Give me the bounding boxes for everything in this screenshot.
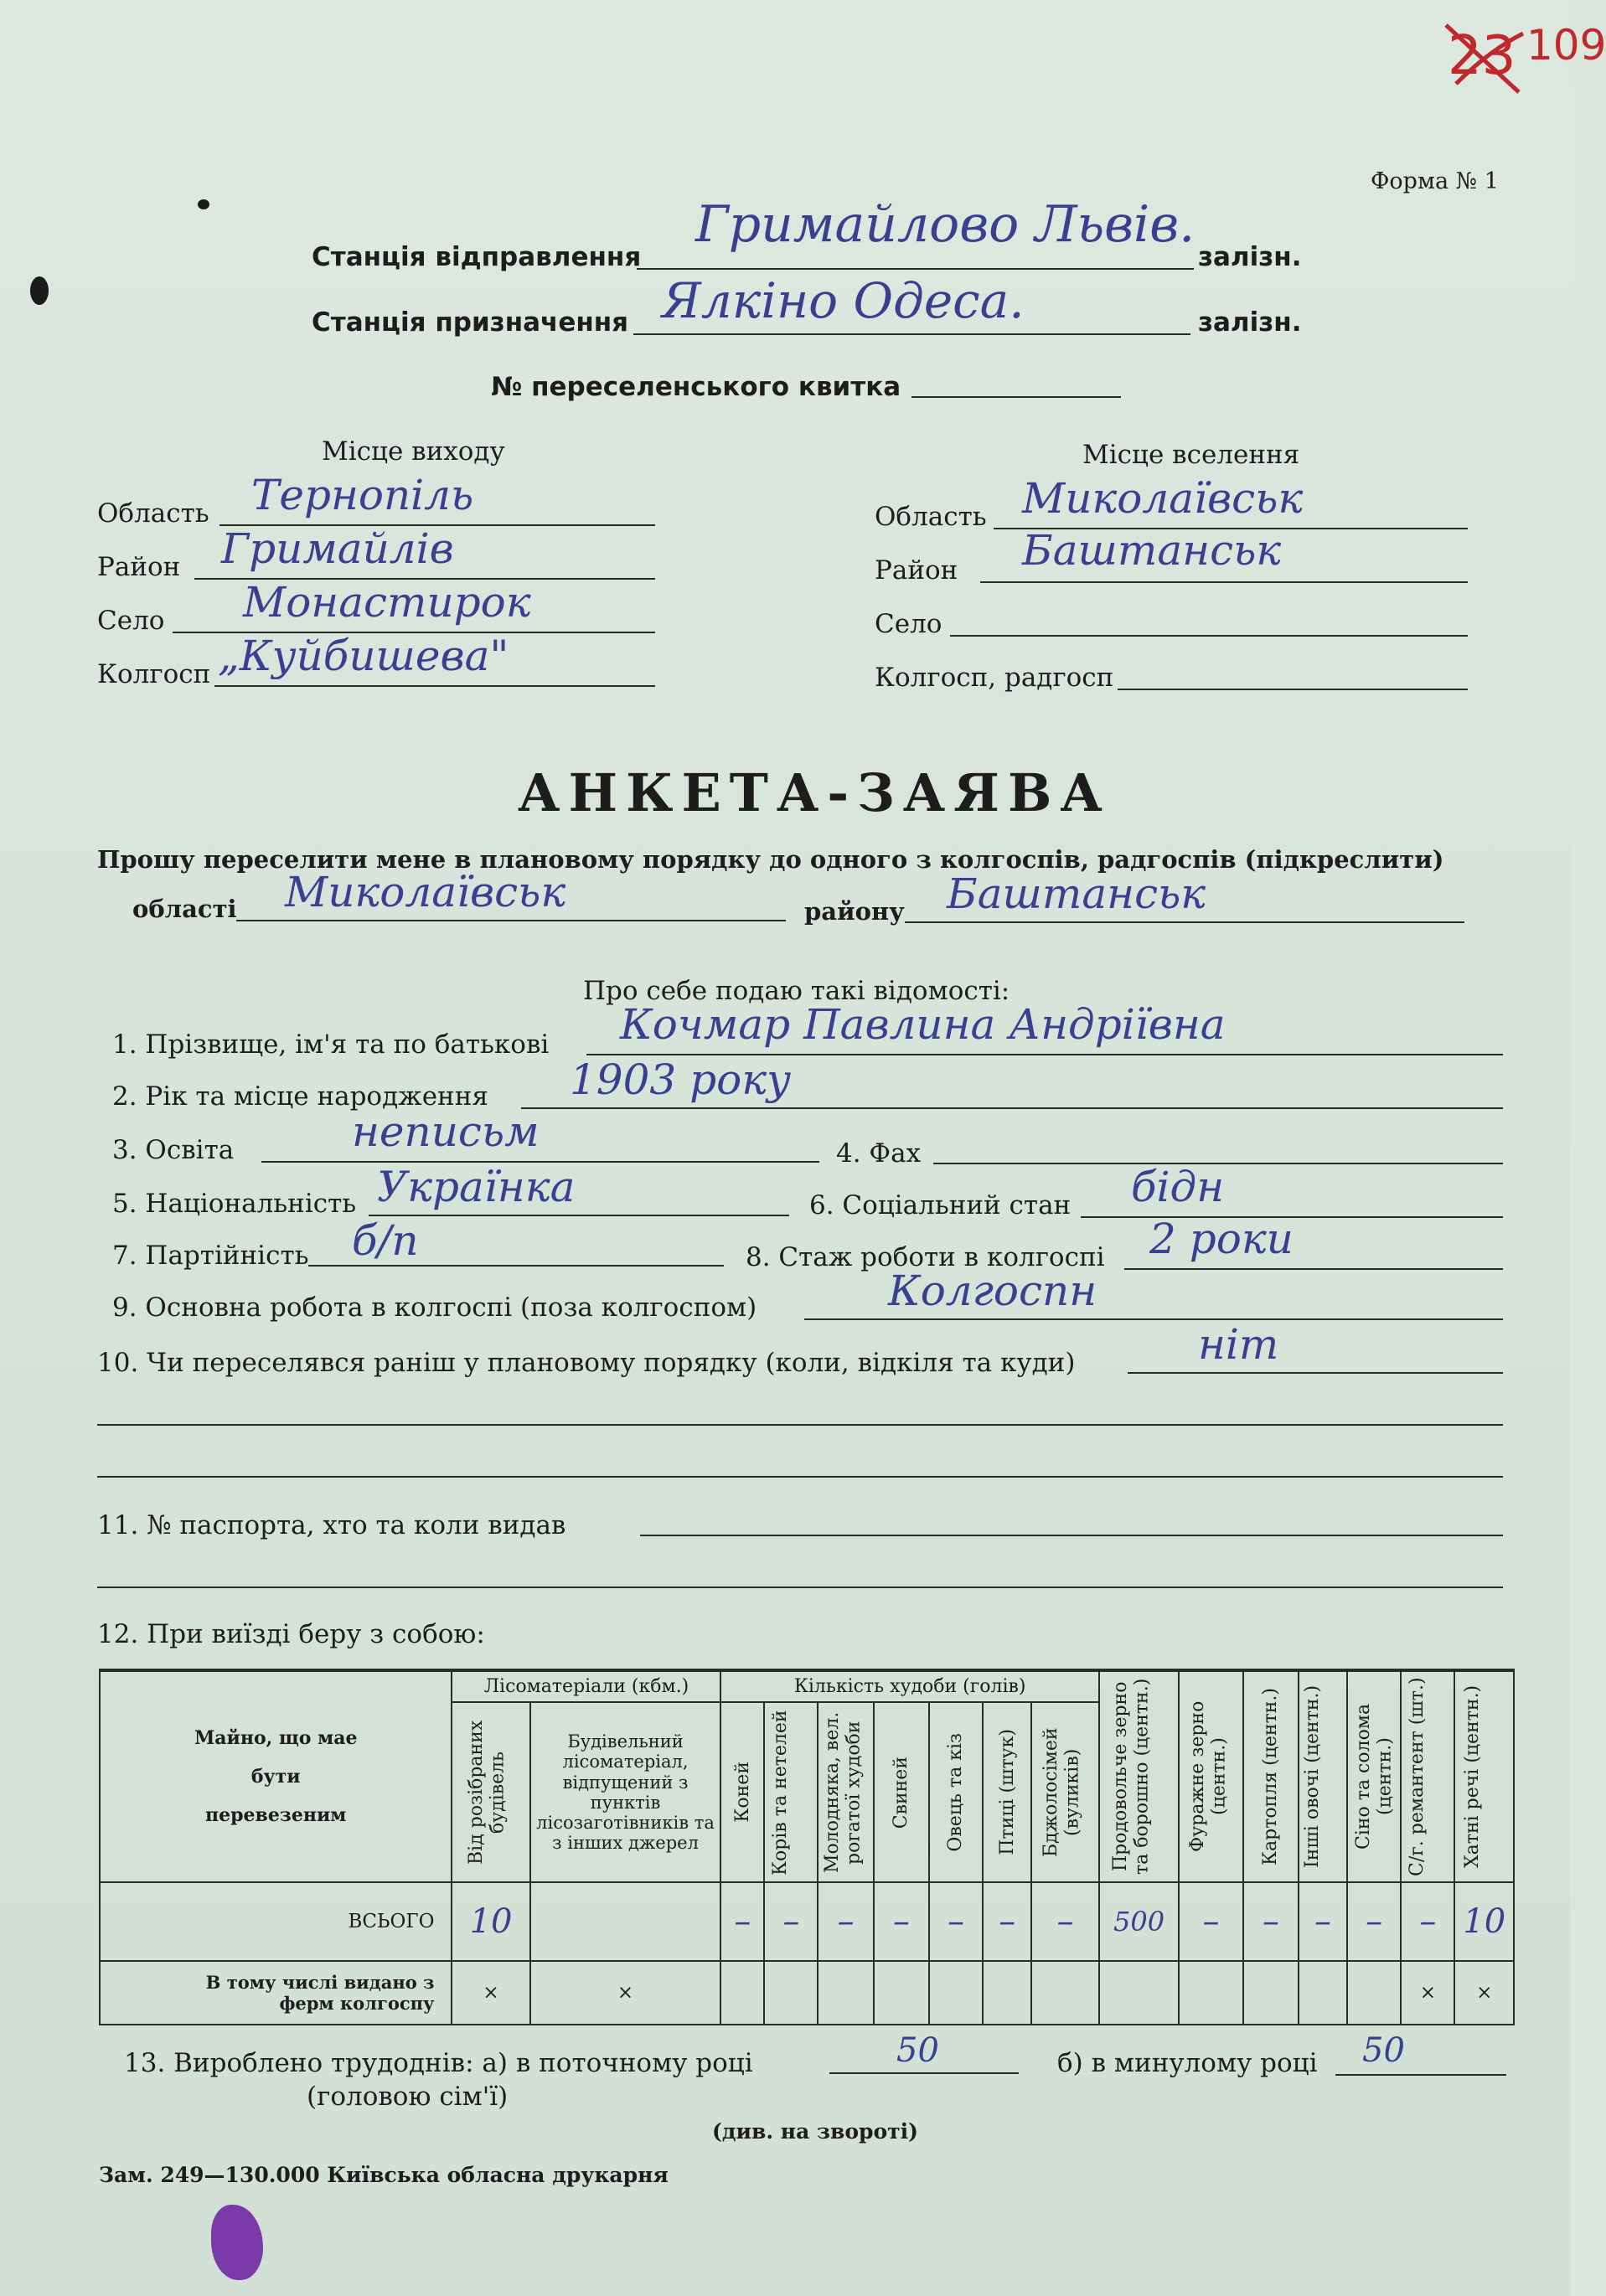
crossed-number-text: 23 [1448,25,1516,87]
feed-grain-header-cell [1179,1670,1243,1882]
veg-header-cell [1299,1670,1347,1882]
total-cell: – [1347,1882,1401,1961]
ink-dot [198,199,209,209]
hay-header-cell [1347,1670,1401,1882]
departure-station-line [637,268,1194,270]
destination-station-value: Ялкіно Одеса. [662,272,1025,329]
ink-stain [211,2205,263,2280]
q11-extra-line [97,1587,1503,1588]
printer-imprint: Зам. 249—130.000 Київська обласна друкарня [99,2163,669,2187]
destination-oblast-value: Миколаївськ [1022,474,1304,523]
destination-station-label: Станція призначення [312,307,629,338]
q11-line [640,1535,1503,1536]
q4-label: 4. Фах [836,1138,922,1169]
sheep-header-cell [929,1702,983,1882]
farms-cell [1347,1961,1401,2025]
q7-value: б/п [352,1216,419,1265]
farms-cell: × [530,1961,721,2025]
col-poultry-header: Птиці (штук) [996,1729,1018,1856]
destination-station-line [633,333,1190,335]
total-cell [530,1882,721,1961]
destination-kolhosp-label: Колгосп, радгосп [875,663,1114,693]
cargo-table [99,1669,1515,2025]
building-timber-header-cell [530,1702,721,1882]
col-household-header: Хатні речі (центн.) [1461,1685,1483,1869]
q8-line [1124,1268,1503,1270]
timber-group-header: Лісоматеріали (кбм.) [452,1670,720,1702]
see-back-note: (див. на звороті) [712,2119,918,2144]
q13-sub-label: (головою сім'ї) [307,2082,509,2112]
ticket-line [911,396,1121,398]
origin-oblast-label: Область [97,498,209,529]
cows-header-cell [764,1702,818,1882]
farms-cell [1031,1961,1099,2025]
departure-station-suffix: залізн. [1198,242,1302,272]
potato-header-cell [1243,1670,1299,1882]
archive-page-number: 109 [1526,21,1606,70]
ticket-label: № переселенського квитка [491,372,901,402]
farms-cell: × [452,1961,529,2025]
total-cell: – [983,1882,1031,1961]
q2-value: 1903 року [570,1055,792,1104]
col-potato-header: Картопля (центн.) [1260,1688,1282,1865]
q10-line [1128,1372,1503,1374]
total-cell: – [764,1882,818,1961]
q13-prev-value: 50 [1362,2031,1405,2070]
farms-cell [1099,1961,1179,2025]
farms-row-label [100,1961,452,2025]
total-cell: – [1299,1882,1347,1961]
total-cell: – [818,1882,873,1961]
q7-label: 7. Партійність [112,1241,309,1271]
livestock-group-header: Кількість худоби (голів) [720,1670,1098,1702]
total-cell: – [929,1882,983,1961]
q10-extra-line-1 [97,1424,1503,1426]
total-cell: 500 [1099,1882,1179,1961]
col-bees-header: Бджолосімей (вуликів) [1040,1727,1082,1858]
q1-label: 1. Прізвище, ім'я та по батькові [112,1029,550,1060]
strike-mark [1439,17,1531,101]
q11-label: 11. № паспорта, хто та коли видав [97,1510,566,1540]
origin-heading: Місце виходу [322,436,505,467]
col-feed-header: Фуражне зерно (центн.) [1187,1700,1230,1853]
q12-label: 12. При виїзді беру з собою: [97,1619,485,1649]
q2-line [521,1107,1503,1109]
origin-selo-value: Монастирок [243,578,531,627]
farms-cell [874,1961,929,2025]
q13-current-line [829,2072,1019,2074]
total-cell: – [1401,1882,1454,1961]
origin-kolhosp-label: Колгосп [97,659,211,689]
farms-cell: × [1401,1961,1454,2025]
q9-label: 9. Основна робота в колгоспі (поза колгоспом) [112,1292,757,1323]
destination-heading: Місце вселення [1082,440,1300,470]
q13-prev-label: б) в минулому році [1057,2048,1318,2078]
total-cell: 10 [1454,1882,1514,1961]
farms-cell [1179,1961,1243,2025]
q6-value: бідн [1131,1163,1225,1211]
q1-value: Кочмар Павлина Андріївна [620,1000,1226,1049]
col-veg-header: Інші овочі (центн.) [1302,1685,1324,1869]
q10-label: 10. Чи переселявся раніш у плановому порядку (коли, відкіля та куди) [97,1348,1076,1378]
destination-selo-line [950,635,1468,637]
q3-value: неписьм [352,1107,540,1156]
property-header-cell [100,1670,452,1882]
total-row [100,1882,1514,1961]
total-cell: – [1179,1882,1243,1961]
total-cell: – [1243,1882,1299,1961]
request-oblast-value: Миколаївськ [285,868,566,916]
col-hay-header: Сіно та солома (центн.) [1353,1703,1396,1850]
dismantled-header-cell [452,1702,529,1882]
farms-cell [720,1961,764,2025]
request-text: Прошу переселити мене в плановому порядку до одного з колгоспів, радгоспів (підкреслити) [97,845,1444,874]
household-header-cell [1454,1670,1514,1882]
destination-raion-label: Район [875,555,958,586]
farms-cell [818,1961,873,2025]
farms-row [100,1961,1514,2025]
q13-current-value: 50 [896,2031,939,2070]
property-header: Майно, що мае бути перевезеним [194,1726,358,1827]
destination-raion-line [980,581,1468,583]
farms-cell [764,1961,818,2025]
bees-header-cell [1031,1702,1099,1882]
destination-selo-label: Село [875,609,942,639]
destination-oblast-label: Область [875,502,987,532]
origin-selo-label: Село [97,606,165,636]
q2-label: 2. Рік та місце народження [112,1081,488,1112]
origin-kolhosp-value: „Куйбишева" [218,632,509,680]
destination-raion-value: Баштанськ [1022,526,1282,575]
q13-label: 13. Вироблено трудоднів: а) в поточному році [124,2048,753,2078]
col-cows-header: Корів та нетелей [770,1709,792,1875]
farms-cell [1299,1961,1347,2025]
col-horses-header: Коней [731,1762,753,1824]
form-title: АНКЕТА-ЗАЯВА [518,762,1111,823]
total-cell: – [1031,1882,1099,1961]
col-building-timber-header: Будівельний лісоматеріал, відпущений з пунктів лісозаготівників та з інших джерел [536,1731,715,1853]
total-row-label: ВСЬОГО [100,1882,452,1961]
q6-label: 6. Соціальний стан [809,1190,1072,1220]
q10-value: ніт [1198,1320,1279,1369]
departure-station-value: Гримайлово Львів. [695,195,1195,254]
origin-raion-label: Район [97,552,181,582]
departure-station-label: Станція відправлення [312,242,642,272]
crossed-page-number [1448,25,1516,87]
q5-label: 5. Національність [112,1189,357,1219]
request-raion-line [905,921,1464,923]
form-number: Форма № 1 [1371,168,1499,194]
col-tools-header: С/г. ремантент (шт.) [1407,1677,1428,1876]
q9-line [804,1318,1503,1320]
request-raion-value: Баштанськ [947,869,1206,918]
q9-value: Колгоспн [888,1267,1097,1315]
origin-oblast-value: Тернопіль [251,471,474,519]
total-cell: – [720,1882,764,1961]
destination-kolhosp-line [1118,689,1468,690]
farms-cell [929,1961,983,2025]
q3-label: 3. Освіта [112,1135,235,1165]
about-heading: Про себе подаю такі відомості: [583,976,1010,1006]
farms-row-label-text: В тому числі видано з ферм колгоспу [205,1971,435,2014]
farms-cell [1243,1961,1299,2025]
farms-cell [983,1961,1031,2025]
origin-kolhosp-line [214,685,655,687]
pigs-header-cell [874,1702,929,1882]
total-cell: 10 [452,1882,529,1961]
q10-extra-line-2 [97,1476,1503,1478]
destination-station-suffix: залізн. [1198,307,1302,338]
request-oblast-line [236,920,786,921]
q8-value: 2 роки [1149,1215,1294,1263]
total-cell: – [874,1882,929,1961]
col-dismantled-header: Від розібраних будівель [466,1720,509,1865]
q7-line [308,1265,724,1267]
q5-line [369,1215,789,1216]
request-oblast-label: області [132,895,237,923]
food-grain-header-cell [1099,1670,1179,1882]
origin-raion-value: Гримайлів [221,524,454,573]
ink-stain-small [30,276,49,305]
col-sheep-header: Овець та кіз [945,1732,967,1852]
q5-value: Українка [377,1163,576,1211]
tools-header-cell [1401,1670,1454,1882]
poultry-header-cell [983,1702,1031,1882]
farms-cell: × [1454,1961,1514,2025]
col-food-header: Продовольче зерно та борошно (центн.) [1109,1678,1152,1875]
q8-label: 8. Стаж роботи в колгоспі [746,1242,1105,1272]
col-pigs-header: Свиней [891,1756,912,1829]
col-young-header: Молодняка, вел. рогатої худоби [821,1711,864,1873]
request-raion-label: району [804,897,905,926]
horses-header-cell [720,1702,764,1882]
q13-prev-line [1335,2074,1506,2076]
young-header-cell [818,1702,873,1882]
